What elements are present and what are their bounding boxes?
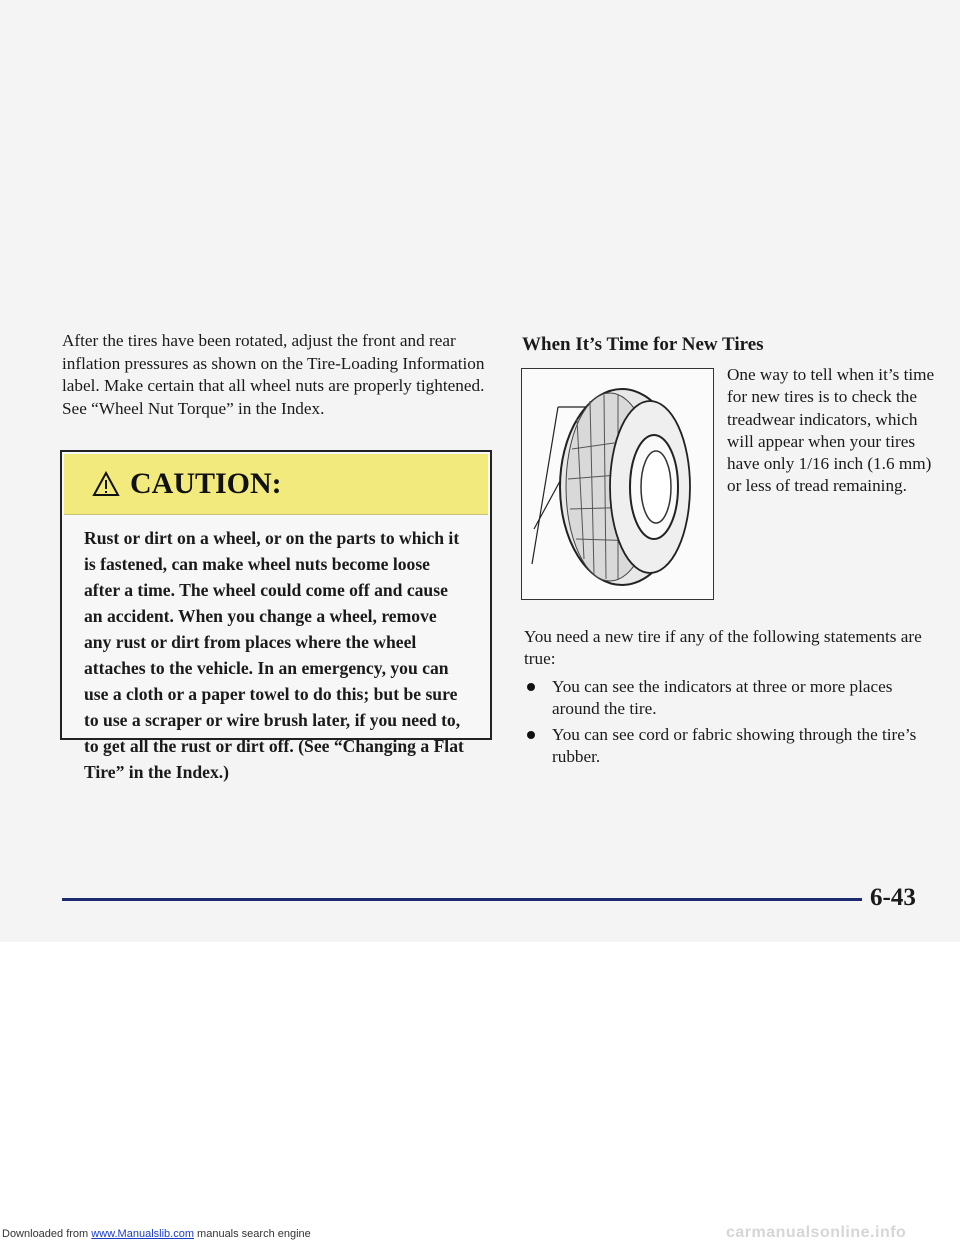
footer-suffix: manuals search engine	[197, 1228, 311, 1240]
footer-rule	[62, 898, 862, 901]
manualslib-link[interactable]: www.Manualslib.com	[91, 1228, 194, 1240]
bullet-list	[524, 676, 934, 772]
warning-triangle-icon	[92, 471, 120, 497]
caution-box	[60, 450, 492, 782]
tire-illustration	[521, 368, 714, 600]
bullet-icon	[527, 731, 535, 739]
tire-caption: One way to tell when it’s time for new tires is to check the treadwear indicators, which will appear when your tires have only 1/16 inch (1.6 mm) or less of tread remaining.	[727, 365, 935, 496]
list-item-text: You can see cord or fabric showing through the tire’s rubber.	[552, 725, 917, 766]
tire-icon	[522, 369, 712, 598]
caution-title: CAUTION:	[130, 467, 282, 500]
section-heading: When It’s Time for New Tires	[522, 334, 764, 355]
download-footer	[2, 1228, 311, 1240]
list-item-text: You can see the indicators at three or more places around the tire.	[552, 677, 893, 718]
rotation-paragraph: After the tires have been rotated, adjust the front and rear inflation pressures as shown on the Tire-Loading Information label. Make certain that all wheel nuts are properly tightened. See “Wheel Nut Torque” in the Index.	[62, 331, 485, 418]
footer-prefix: Downloaded from	[2, 1228, 89, 1240]
caution-header	[64, 454, 488, 515]
new-tire-paragraph: You need a new tire if any of the following statements are true:	[524, 627, 922, 668]
page-number: 6-43	[870, 884, 916, 911]
watermark: carmanualsonline.info	[726, 1224, 907, 1241]
bullet-icon	[527, 683, 535, 691]
list-item	[524, 676, 934, 720]
caution-text: Rust or dirt on a wheel, or on the parts to which it is fastened, can make wheel nuts become loose after a time. The wheel could come off and cause an accident. When you change a wheel, remove any rust or dirt from places where the wheel attaches to the vehicle. In an emergency, you can use a cloth or a paper towel to do this; but be sure to use a scraper or wire brush later, if you need to, to get all the rust or dirt off. (See “Changing a Flat Tire” in the Index.)	[84, 528, 464, 782]
list-item	[524, 724, 934, 768]
